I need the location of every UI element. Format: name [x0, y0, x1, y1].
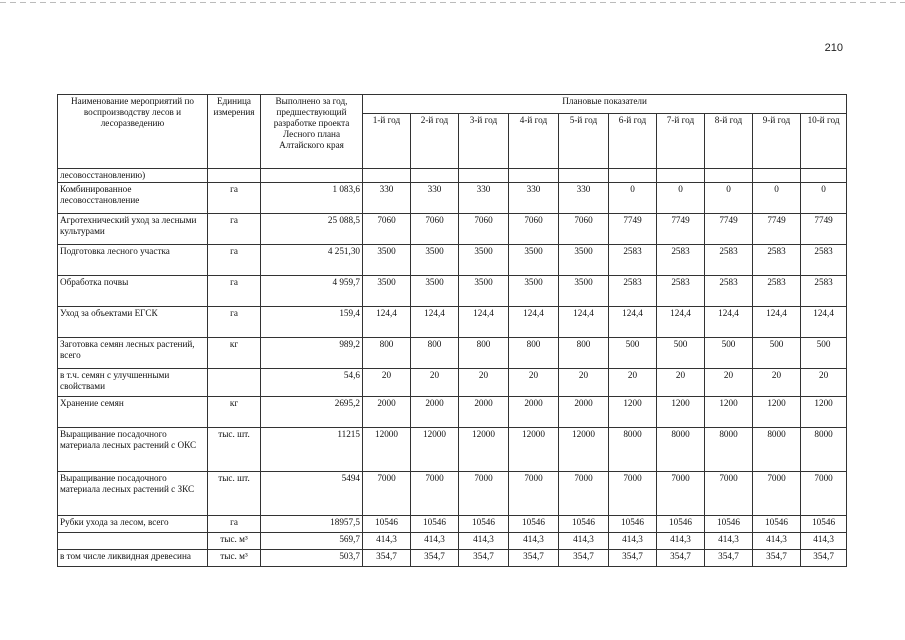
row-plan-value: 12000: [559, 428, 609, 472]
row-plan-value: 354,7: [705, 550, 753, 567]
row-plan-value: 124,4: [459, 307, 509, 338]
row-plan-value: 10546: [753, 516, 801, 533]
row-plan-value: 1200: [657, 397, 705, 428]
row-plan-value: 800: [509, 338, 559, 369]
row-unit: га: [208, 214, 261, 245]
row-plan-value: 10546: [609, 516, 657, 533]
row-plan-value: 7000: [753, 472, 801, 516]
row-plan-value: 414,3: [459, 533, 509, 550]
row-plan-value: 3500: [509, 245, 559, 276]
row-plan-value: 2000: [509, 397, 559, 428]
row-plan-value: 3500: [363, 276, 411, 307]
row-plan-value: 20: [363, 369, 411, 397]
row-plan-value: 3500: [459, 245, 509, 276]
row-plan-value: 7000: [363, 472, 411, 516]
row-plan-value: 414,3: [753, 533, 801, 550]
row-name: Подготовка лесного участка: [58, 245, 208, 276]
row-plan-value: 8000: [753, 428, 801, 472]
row-plan-value: 3500: [459, 276, 509, 307]
row-plan-value: 124,4: [509, 307, 559, 338]
row-plan-value: [459, 169, 509, 183]
row-unit: [208, 369, 261, 397]
row-plan-value: 124,4: [609, 307, 657, 338]
row-name: Уход за объектами ЕГСК: [58, 307, 208, 338]
header-year: 8-й год: [705, 114, 753, 169]
row-plan-value: 354,7: [559, 550, 609, 567]
row-plan-value: 10546: [411, 516, 459, 533]
row-plan-value: 2583: [657, 276, 705, 307]
row-plan-value: 354,7: [411, 550, 459, 567]
row-plan-value: 10546: [559, 516, 609, 533]
row-plan-value: 2000: [459, 397, 509, 428]
row-plan-value: 2583: [705, 276, 753, 307]
row-plan-value: 20: [559, 369, 609, 397]
row-name: [58, 533, 208, 550]
row-plan-value: 0: [801, 183, 847, 214]
row-unit: тыс. м³: [208, 550, 261, 567]
row-plan-value: 2583: [609, 245, 657, 276]
row-plan-value: 2583: [609, 276, 657, 307]
row-name: Комбинированное лесовосстановление: [58, 183, 208, 214]
page-number: 210: [824, 42, 843, 54]
table-row: [58, 214, 847, 245]
header-year: 2-й год: [411, 114, 459, 169]
row-plan-value: 7060: [559, 214, 609, 245]
row-plan-value: 354,7: [609, 550, 657, 567]
row-plan-value: 354,7: [801, 550, 847, 567]
row-plan-value: [509, 169, 559, 183]
row-plan-value: 20: [753, 369, 801, 397]
row-done-value: 4 251,30: [261, 245, 363, 276]
row-unit: [208, 169, 261, 183]
row-done-value: 159,4: [261, 307, 363, 338]
row-plan-value: 1200: [609, 397, 657, 428]
row-plan-value: 414,3: [609, 533, 657, 550]
row-done-value: 11215: [261, 428, 363, 472]
row-plan-value: 7749: [801, 214, 847, 245]
header-year: 6-й год: [609, 114, 657, 169]
row-done-value: [261, 169, 363, 183]
row-plan-value: 330: [559, 183, 609, 214]
row-unit: га: [208, 276, 261, 307]
row-plan-value: 124,4: [411, 307, 459, 338]
row-plan-value: 330: [411, 183, 459, 214]
row-plan-value: 7060: [411, 214, 459, 245]
row-plan-value: 3500: [363, 245, 411, 276]
row-plan-value: 2000: [411, 397, 459, 428]
row-plan-value: 3500: [411, 245, 459, 276]
row-plan-value: 500: [705, 338, 753, 369]
row-plan-value: 10546: [363, 516, 411, 533]
row-unit: тыс. шт.: [208, 428, 261, 472]
row-unit: кг: [208, 338, 261, 369]
row-plan-value: 1200: [801, 397, 847, 428]
row-plan-value: [559, 169, 609, 183]
row-unit: га: [208, 307, 261, 338]
row-plan-value: 7000: [801, 472, 847, 516]
header-unit: Единица измерения: [208, 95, 261, 169]
row-done-value: 2695,2: [261, 397, 363, 428]
row-unit: га: [208, 245, 261, 276]
row-plan-value: 0: [609, 183, 657, 214]
row-plan-value: 7060: [459, 214, 509, 245]
row-plan-value: 8000: [705, 428, 753, 472]
row-plan-value: 414,3: [705, 533, 753, 550]
row-unit: га: [208, 516, 261, 533]
row-plan-value: 330: [363, 183, 411, 214]
row-plan-value: 330: [459, 183, 509, 214]
row-plan-value: 12000: [509, 428, 559, 472]
table-row: [58, 307, 847, 338]
row-plan-value: 2583: [753, 245, 801, 276]
row-plan-value: 0: [657, 183, 705, 214]
row-name: Выращивание посадочного материала лесных растений с ЗКС: [58, 472, 208, 516]
row-done-value: 503,7: [261, 550, 363, 567]
row-plan-value: 10546: [459, 516, 509, 533]
row-plan-value: [705, 169, 753, 183]
row-plan-value: 124,4: [559, 307, 609, 338]
row-done-value: 569,7: [261, 533, 363, 550]
row-unit: тыс. м³: [208, 533, 261, 550]
row-plan-value: 7000: [705, 472, 753, 516]
table-row: [58, 550, 847, 567]
row-done-value: 54,6: [261, 369, 363, 397]
header-year: 3-й год: [459, 114, 509, 169]
header-year: 7-й год: [657, 114, 705, 169]
header-year: 1-й год: [363, 114, 411, 169]
row-name: в т.ч. семян с улучшенными свойствами: [58, 369, 208, 397]
forest-plan-table: [57, 94, 847, 567]
row-plan-value: 10546: [657, 516, 705, 533]
row-plan-value: 7000: [459, 472, 509, 516]
row-plan-value: 414,3: [509, 533, 559, 550]
row-plan-value: 7000: [509, 472, 559, 516]
table-row: [58, 245, 847, 276]
row-plan-value: 0: [705, 183, 753, 214]
table-row: [58, 183, 847, 214]
row-plan-value: 8000: [609, 428, 657, 472]
row-plan-value: 800: [363, 338, 411, 369]
table-row: [58, 369, 847, 397]
row-plan-value: 500: [657, 338, 705, 369]
row-plan-value: 500: [609, 338, 657, 369]
row-plan-value: 354,7: [509, 550, 559, 567]
row-name: в том числе ликвидная древесина: [58, 550, 208, 567]
row-plan-value: 124,4: [705, 307, 753, 338]
table-row: [58, 516, 847, 533]
row-plan-value: 7749: [657, 214, 705, 245]
row-plan-value: 500: [753, 338, 801, 369]
row-plan-value: 12000: [363, 428, 411, 472]
row-name: Заготовка семян лесных растений, всего: [58, 338, 208, 369]
row-plan-value: [657, 169, 705, 183]
row-plan-value: 8000: [657, 428, 705, 472]
scan-top-edge: [0, 2, 905, 3]
header-done: Выполнено за год, предшествующий разработке проекта Лесного плана Алтайского края: [261, 95, 363, 169]
table-row: [58, 169, 847, 183]
row-plan-value: 3500: [559, 245, 609, 276]
row-plan-value: 20: [509, 369, 559, 397]
row-plan-value: 800: [559, 338, 609, 369]
row-plan-value: 3500: [559, 276, 609, 307]
row-plan-value: 7749: [753, 214, 801, 245]
row-plan-value: 20: [411, 369, 459, 397]
row-plan-value: 20: [801, 369, 847, 397]
table-row: [58, 533, 847, 550]
row-plan-value: 12000: [411, 428, 459, 472]
row-plan-value: 7749: [609, 214, 657, 245]
row-plan-value: 2583: [801, 245, 847, 276]
header-year: 4-й год: [509, 114, 559, 169]
row-plan-value: 414,3: [363, 533, 411, 550]
row-plan-value: 8000: [801, 428, 847, 472]
row-plan-value: 0: [753, 183, 801, 214]
row-plan-value: 2583: [801, 276, 847, 307]
row-name: Выращивание посадочного материала лесных растений с ОКС: [58, 428, 208, 472]
table-row: [58, 338, 847, 369]
row-unit: га: [208, 183, 261, 214]
row-plan-value: 354,7: [459, 550, 509, 567]
row-name: Обработка почвы: [58, 276, 208, 307]
header-plan-group: Плановые показатели: [363, 95, 847, 114]
row-name: Рубки ухода за лесом, всего: [58, 516, 208, 533]
row-done-value: 18957,5: [261, 516, 363, 533]
row-plan-value: 354,7: [363, 550, 411, 567]
row-plan-value: 1200: [753, 397, 801, 428]
row-unit: кг: [208, 397, 261, 428]
row-done-value: 1 083,6: [261, 183, 363, 214]
row-plan-value: 1200: [705, 397, 753, 428]
row-done-value: 5494: [261, 472, 363, 516]
row-plan-value: 124,4: [657, 307, 705, 338]
header-year: 9-й год: [753, 114, 801, 169]
row-plan-value: 10546: [705, 516, 753, 533]
row-plan-value: 2583: [657, 245, 705, 276]
row-name: Агротехнический уход за лесными культурами: [58, 214, 208, 245]
row-plan-value: 414,3: [657, 533, 705, 550]
row-plan-value: 7749: [705, 214, 753, 245]
row-done-value: 989,2: [261, 338, 363, 369]
row-name: Хранение семян: [58, 397, 208, 428]
row-plan-value: 124,4: [801, 307, 847, 338]
table-row: [58, 276, 847, 307]
row-plan-value: 3500: [411, 276, 459, 307]
row-plan-value: 2583: [753, 276, 801, 307]
row-plan-value: 7000: [411, 472, 459, 516]
row-plan-value: 20: [657, 369, 705, 397]
header-year: 10-й год: [801, 114, 847, 169]
header-name: Наименование мероприятий по воспроизводству лесов и лесоразведению: [58, 95, 208, 169]
row-plan-value: 354,7: [657, 550, 705, 567]
row-unit: тыс. шт.: [208, 472, 261, 516]
row-plan-value: 800: [459, 338, 509, 369]
row-plan-value: 7000: [559, 472, 609, 516]
row-plan-value: 7000: [609, 472, 657, 516]
table-row: [58, 397, 847, 428]
row-done-value: 25 088,5: [261, 214, 363, 245]
row-plan-value: [609, 169, 657, 183]
row-plan-value: 10546: [801, 516, 847, 533]
row-plan-value: [363, 169, 411, 183]
row-plan-value: 330: [509, 183, 559, 214]
row-plan-value: 414,3: [559, 533, 609, 550]
header-year: 5-й год: [559, 114, 609, 169]
row-plan-value: [753, 169, 801, 183]
row-plan-value: 800: [411, 338, 459, 369]
row-plan-value: 414,3: [801, 533, 847, 550]
row-plan-value: 2583: [705, 245, 753, 276]
table-row: [58, 472, 847, 516]
row-plan-value: 12000: [459, 428, 509, 472]
row-plan-value: 20: [609, 369, 657, 397]
row-plan-value: 20: [459, 369, 509, 397]
row-plan-value: [411, 169, 459, 183]
row-plan-value: 20: [705, 369, 753, 397]
row-plan-value: 7060: [363, 214, 411, 245]
row-plan-value: 7000: [657, 472, 705, 516]
row-plan-value: 3500: [509, 276, 559, 307]
row-plan-value: 124,4: [363, 307, 411, 338]
row-name: лесовосстановлению): [58, 169, 208, 183]
row-done-value: 4 959,7: [261, 276, 363, 307]
row-plan-value: 2000: [559, 397, 609, 428]
row-plan-value: 124,4: [753, 307, 801, 338]
row-plan-value: [801, 169, 847, 183]
row-plan-value: 500: [801, 338, 847, 369]
row-plan-value: 2000: [363, 397, 411, 428]
row-plan-value: 414,3: [411, 533, 459, 550]
table-row: [58, 428, 847, 472]
row-plan-value: 7060: [509, 214, 559, 245]
row-plan-value: 354,7: [753, 550, 801, 567]
row-plan-value: 10546: [509, 516, 559, 533]
